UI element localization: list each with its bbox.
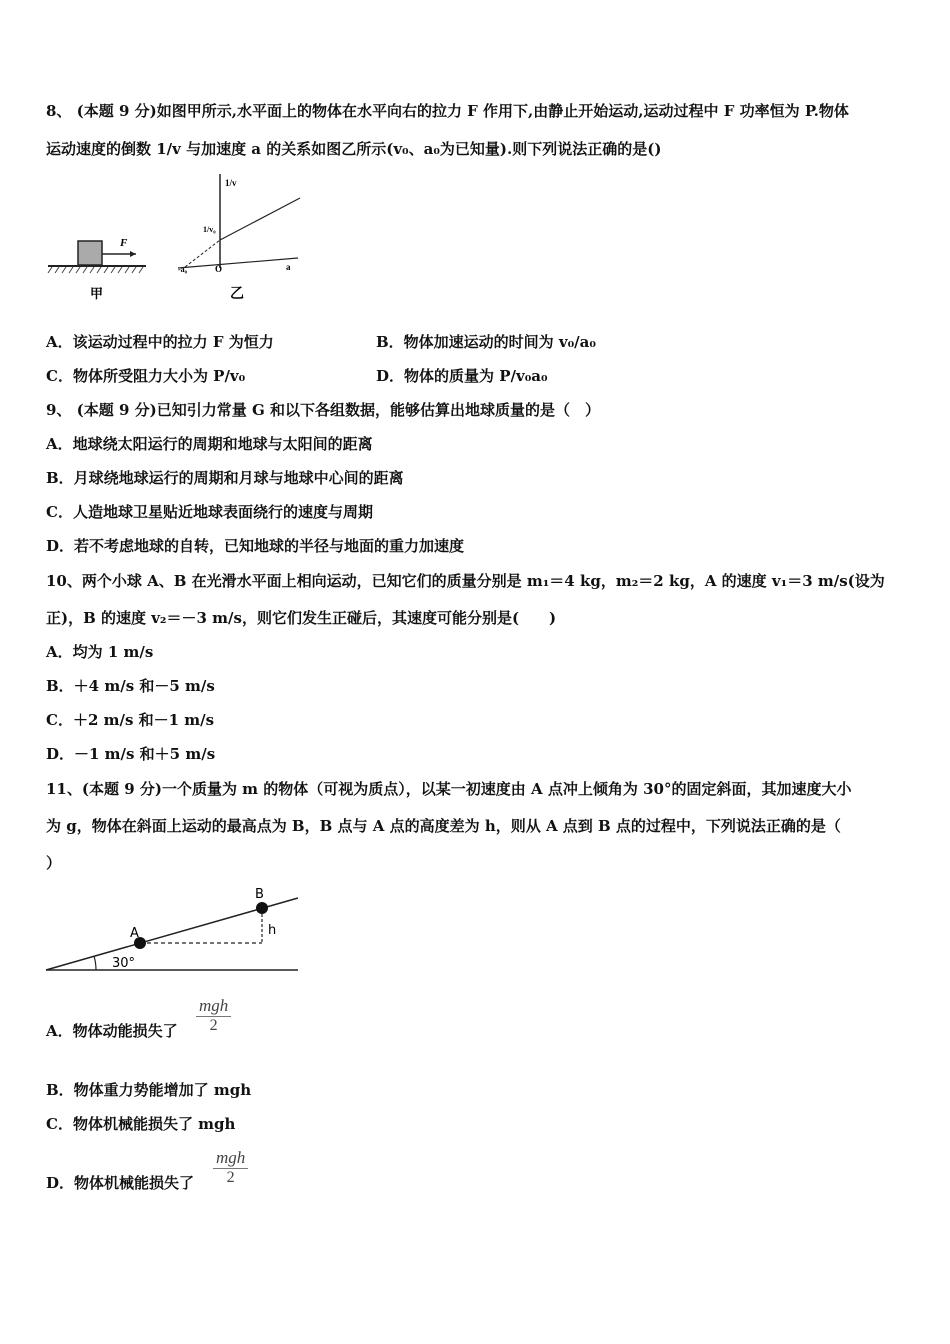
q10-stem-line2: 正)，B 的速度 v₂＝－3 m/s，则它们发生正碰后，其速度可能分别是( )	[46, 609, 557, 627]
fig-jia-caption: 甲	[90, 287, 104, 302]
q8-figure-jia	[46, 226, 152, 304]
q10-option-d: D．－1 m/s 和＋5 m/s	[46, 745, 216, 763]
extension-dashed	[185, 240, 220, 267]
q11-option-a: A．物体动能损失了	[46, 1022, 178, 1040]
q10-option-b: B．＋4 m/s 和－5 m/s	[46, 677, 215, 695]
q8-stem-line2: 运动速度的倒数 1/v 与加速度 a 的关系如图乙所示(v₀、a₀为已知量).则下列说法正确的是()	[46, 140, 662, 158]
intercept-label: 1/v₀	[203, 225, 216, 234]
q11-option-b: B．物体重力势能增加了 mgh	[46, 1081, 252, 1099]
fig-yi-caption: 乙	[230, 286, 244, 302]
q8-option-d: D．物体的质量为 P/v₀a₀	[376, 367, 548, 385]
origin-label: O	[215, 264, 223, 274]
x-axis	[178, 258, 298, 268]
q11-incline-figure	[44, 880, 300, 976]
q11-stem-line1: 11、(本题 9 分)一个质量为 m 的物体（可视为质点），以某一初速度由 A 点冲上倾角为 30°的固定斜面，其加速度大小	[46, 780, 852, 798]
x-axis-label: a	[286, 262, 291, 272]
q9-option-d: D．若不考虑地球的自转，已知地球的半径与地面的重力加速度	[46, 537, 465, 555]
q8-option-c: C．物体所受阻力大小为 P/v₀	[46, 367, 246, 385]
angle-arc	[94, 956, 96, 970]
graph-line	[220, 198, 300, 240]
q8-option-b: B．物体加速运动的时间为 v₀/a₀	[376, 333, 596, 351]
q8-figure-yi	[170, 170, 305, 305]
label-h: h	[268, 923, 277, 938]
q11-option-d-denominator: 2	[226, 1169, 235, 1186]
neg-a0-label: -a₀	[178, 265, 188, 274]
q11-stem-line3: ）	[46, 854, 62, 872]
q9-option-b: B．月球绕地球运行的周期和月球与地球中心间的距离	[46, 469, 404, 487]
y-axis-label: 1/v	[225, 178, 237, 188]
q11-option-c: C．物体机械能损失了 mgh	[46, 1115, 236, 1133]
q9-option-a: A．地球绕太阳运行的周期和地球与太阳间的距离	[46, 435, 373, 453]
q11-option-a-fraction	[196, 996, 231, 1035]
force-label: F	[120, 237, 128, 249]
q11-stem-line2: 为 g，物体在斜面上运动的最高点为 B，B 点与 A 点的高度差为 h，则从 A 点到 B 点的过程中，下列说法正确的是（	[46, 817, 841, 835]
q11-option-d-numerator: mgh	[213, 1148, 248, 1169]
angle-label: 30°	[112, 956, 136, 971]
q10-option-c: C．＋2 m/s 和－1 m/s	[46, 711, 215, 729]
q11-option-a-denominator: 2	[209, 1017, 218, 1034]
q8-option-a: A．该运动过程中的拉力 F 为恒力	[46, 333, 274, 351]
q10-option-a: A．均为 1 m/s	[46, 643, 154, 661]
q11-option-d: D．物体机械能损失了	[46, 1174, 195, 1192]
label-b: B	[255, 887, 264, 902]
point-b	[256, 902, 268, 914]
block-shape	[78, 241, 102, 265]
q10-stem-line1: 10、两个小球 A、B 在光滑水平面上相向运动，已知它们的质量分别是 m₁＝4 kg，m₂＝2 kg，A 的速度 v₁＝3 m/s(设为	[46, 572, 885, 590]
q11-option-d-fraction	[213, 1148, 248, 1187]
q11-option-a-numerator: mgh	[196, 996, 231, 1017]
q9-option-c: C．人造地球卫星贴近地球表面绕行的速度与周期	[46, 503, 373, 521]
q9-stem: 9、 (本题 9 分)已知引力常量 G 和以下各组数据，能够估算出地球质量的是（ ）	[46, 401, 600, 419]
label-a: A	[130, 926, 139, 941]
q8-stem-line1: 8、 (本题 9 分)如图甲所示,水平面上的物体在水平向右的拉力 F 作用下,由静止开始运动,运动过程中 F 功率恒为 P.物体	[46, 102, 849, 120]
